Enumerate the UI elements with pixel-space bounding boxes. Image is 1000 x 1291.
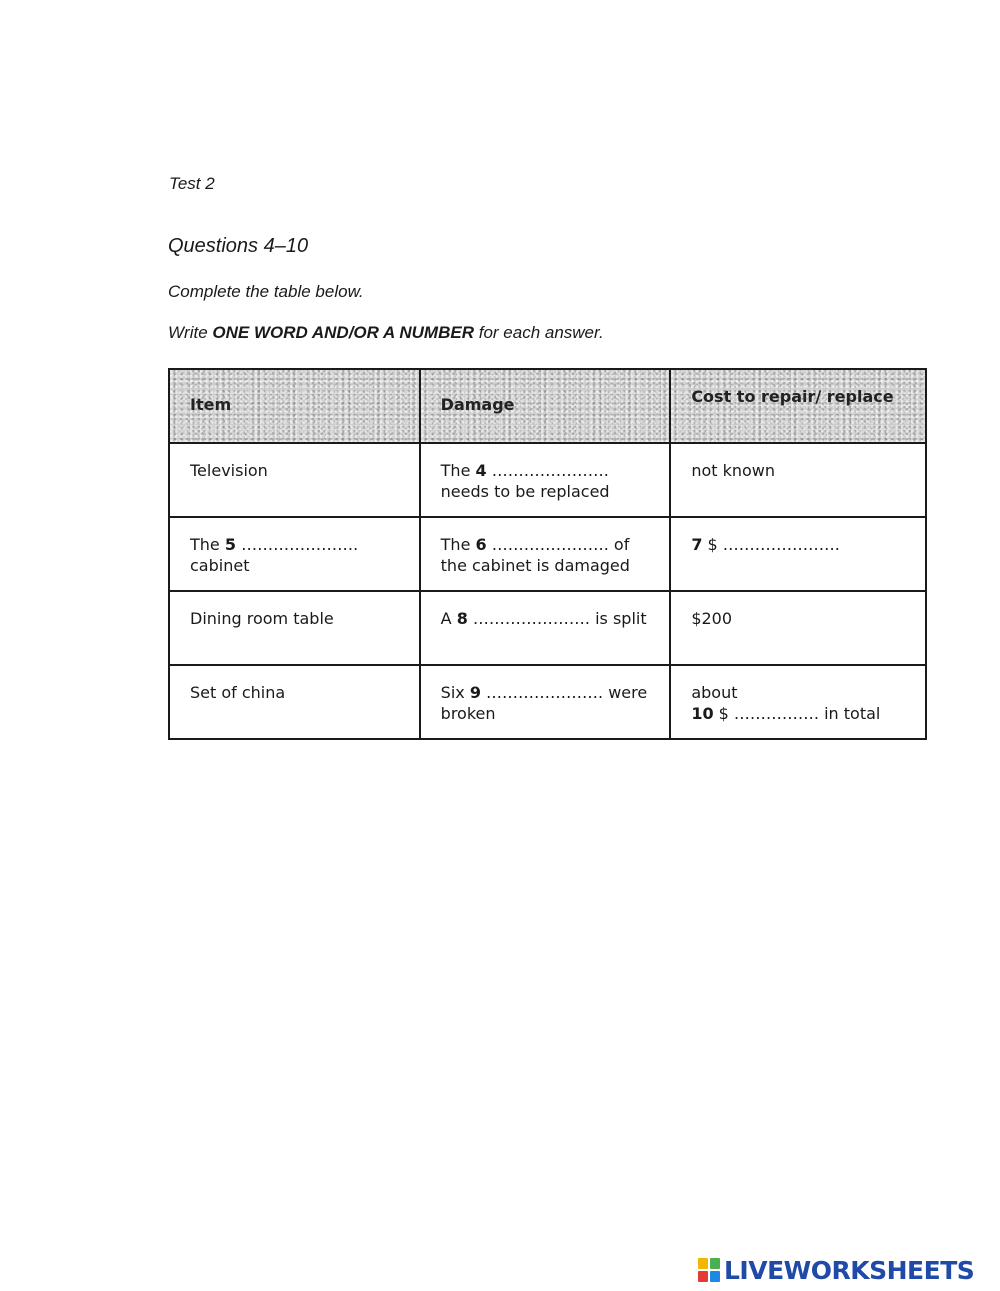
question-number: 5 xyxy=(224,535,236,554)
cell-cost: $200 xyxy=(670,591,926,665)
cell-cost: not known xyxy=(670,443,926,517)
instruction-suffix: for each answer. xyxy=(474,323,604,342)
liveworksheets-logo-icon xyxy=(697,1257,721,1283)
question-number: 4 xyxy=(475,461,487,480)
question-number: 10 xyxy=(691,704,714,723)
brand-text: LIVEWORKSHEETS xyxy=(724,1255,975,1285)
table-header-row xyxy=(169,369,926,443)
table-row xyxy=(169,665,926,739)
question-number: 6 xyxy=(475,535,487,554)
answer-table xyxy=(168,368,927,740)
header-cost: Cost to repair/ replace xyxy=(670,369,926,443)
cell-damage: The 4 …………………. needs to be replaced xyxy=(420,443,671,517)
table-row xyxy=(169,443,926,517)
logo-square-yellow xyxy=(698,1258,708,1269)
header-item: Item xyxy=(169,369,420,443)
cell-item: Television xyxy=(169,443,420,517)
instruction-word-limit xyxy=(168,323,604,343)
question-number: 9 xyxy=(469,683,481,702)
cell-cost: 7 $ …………………. xyxy=(670,517,926,591)
logo-square-red xyxy=(698,1271,708,1282)
instruction-prefix: Write xyxy=(168,323,213,342)
test-label: Test 2 xyxy=(169,174,215,193)
cell-item: Set of china xyxy=(169,665,420,739)
table-row xyxy=(169,517,926,591)
question-number: 8 xyxy=(456,609,468,628)
instruction-complete-table: Complete the table below. xyxy=(168,282,364,301)
cell-item: Dining room table xyxy=(169,591,420,665)
cell-cost: about 10 $ ……………. in total xyxy=(670,665,926,739)
cell-damage: Six 9 …………………. were broken xyxy=(420,665,671,739)
cell-item: The 5 …………………. cabinet xyxy=(169,517,420,591)
logo-square-blue xyxy=(710,1271,720,1282)
instruction-bold: ONE WORD AND/OR A NUMBER xyxy=(212,323,474,342)
header-damage: Damage xyxy=(420,369,671,443)
liveworksheets-brand xyxy=(697,1255,974,1285)
table-row xyxy=(169,591,926,665)
logo-square-green xyxy=(710,1258,720,1269)
cell-damage: The 6 …………………. of the cabinet is damaged xyxy=(420,517,671,591)
questions-title: Questions 4–10 xyxy=(168,235,309,257)
question-number: 7 xyxy=(691,535,703,554)
cell-damage: A 8 …………………. is split xyxy=(420,591,671,665)
